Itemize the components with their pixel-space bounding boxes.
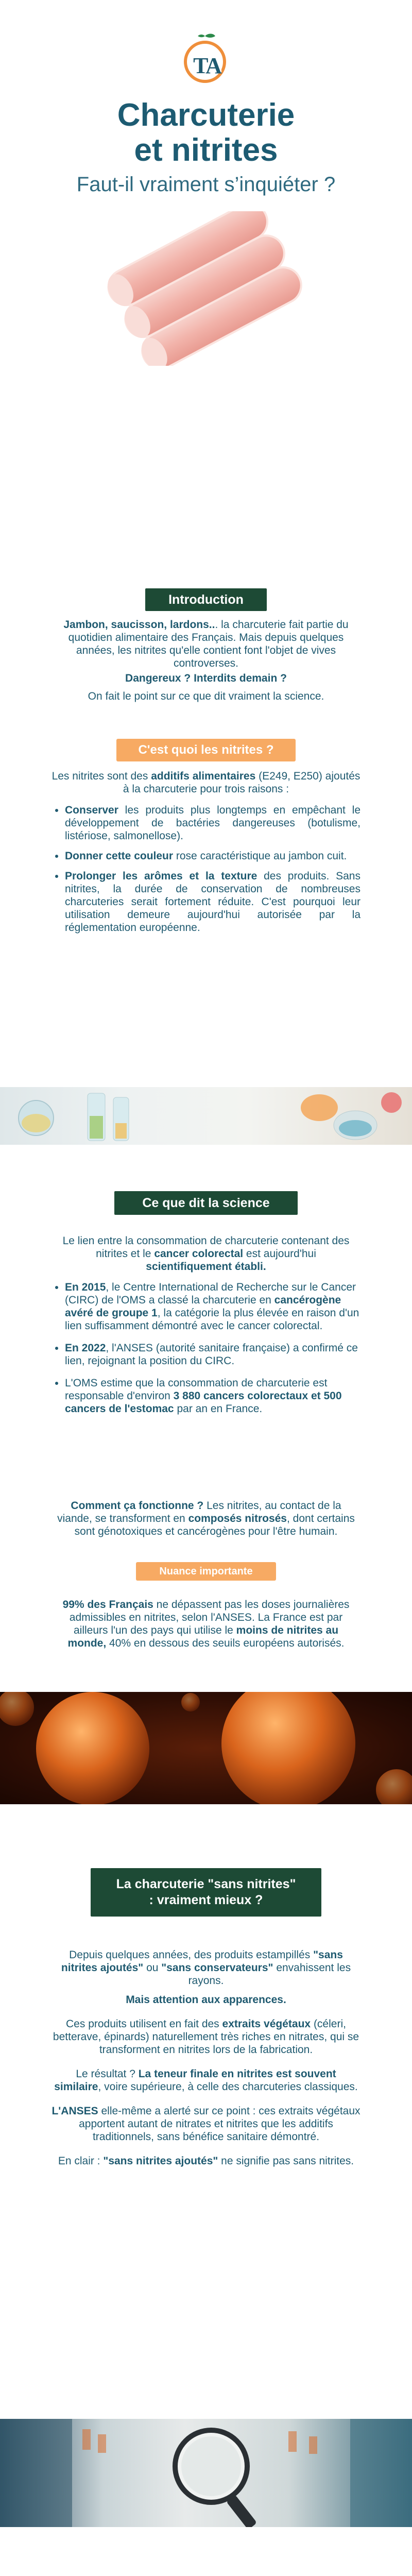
sn-paragraph-2: Mais attention aux apparences. (126, 1994, 286, 2006)
sn-text: envahissent les rayons. (188, 1962, 351, 1987)
nuance-c: 40% en dessous des seuils européens autorisés. (106, 1637, 345, 1649)
sn-paragraph-1 (52, 1948, 360, 1987)
list-item (65, 1377, 360, 1415)
item-text: rose caractéristique au jambon cuit. (173, 850, 347, 862)
intro-heading: Introduction (145, 588, 267, 611)
sn-text: Le résultat ? (76, 2068, 139, 2080)
sn-paragraph-6 (52, 2155, 360, 2167)
science-mechanism (57, 1499, 355, 1538)
sn-text: elle-même a alerté sur ce point : ces extraits végétaux apportent autant de nitrates et nitrites que les additifs traditionnels, sans bénéfice sanitaire démontré. (79, 2105, 360, 2143)
lab-photo (0, 1087, 412, 1145)
item-bold: En 2022 (65, 1342, 106, 1354)
sn-text: En clair : (58, 2155, 104, 2167)
sn-bold: extraits végétaux (222, 2018, 311, 2030)
sn-bold: "sans nitrites ajoutés" (61, 1949, 343, 1974)
list-item (65, 804, 360, 842)
item-bold: cancérogène avéré de groupe 1 (65, 1294, 341, 1319)
item-text: les produits plus longtemps en empêchant le développement de bactéries dangereuses (botulisme, listériose, salmonellose). (65, 804, 360, 842)
ham-illustration (98, 211, 314, 366)
sans-nitrites-heading (91, 1868, 321, 1917)
intro-bold: Jambon, saucisson, lardons.. (63, 619, 215, 631)
nuance-badge: Nuance importante (136, 1562, 276, 1581)
sn-text: Ces produits utilisent en fait des (66, 2018, 222, 2030)
magnifier-photo (0, 2419, 412, 2527)
item-text: L'OMS estime que la consommation de charcuterie est responsable d'environ (65, 1377, 328, 1402)
logo (179, 32, 233, 86)
sn-text: ou (143, 1962, 162, 1974)
title-line-2: et nitrites (134, 132, 278, 168)
nitrites-intro-a: Les nitrites sont des (52, 770, 151, 782)
science-heading: Ce que dit la science (114, 1191, 298, 1215)
intro-question: Dangereux ? Interdits demain ? (125, 672, 287, 684)
sn-text: Depuis quelques années, des produits estampillés (69, 1949, 314, 1961)
heading-line-1: La charcuterie "sans nitrites" (116, 1877, 296, 1891)
science-intro-b: cancer colorectal (154, 1248, 244, 1260)
sn-paragraph-4 (52, 2067, 360, 2093)
mechanism-text (57, 1499, 355, 1538)
mechanism-c: , dont certains sont génotoxiques et cancérogènes pour l'être humain. (74, 1513, 355, 1537)
item-text: , l'ANSES (autorité sanitaire française) a confirmé ce lien, rejoignant la position du CIRC. (65, 1342, 358, 1367)
science-intro-a: Le lien entre la consommation de charcuterie contenant des nitrites et le (62, 1235, 350, 1260)
sn-text: , voire supérieure, à celle des charcuteries classiques. (98, 2081, 358, 2093)
nitrites-heading: C'est quoi les nitrites ? (116, 739, 296, 761)
cells-photo (0, 1692, 412, 1804)
intro-text: . la charcuterie fait partie du quotidien alimentaire des Français. Mais depuis quelques années, les nitrites qu'elle contient font l'objet de vives controverses. (68, 619, 349, 669)
science-list (52, 1281, 360, 1422)
page-title (0, 98, 412, 168)
sn-text: (céleri, betterave, épinards) naturellement très riches en nitrates, qui se transforment en nitrites lors de la fabrication. (53, 2018, 359, 2056)
intro-section (52, 618, 360, 703)
science-intro (57, 1234, 355, 1273)
list-item (65, 1281, 360, 1332)
nitrites-intro-c: (E249, E250) ajoutés à la charcuterie pour trois raisons : (123, 770, 360, 795)
mechanism-b: composés nitrosés (188, 1513, 287, 1524)
item-bold: 3 880 cancers colorectaux et 500 cancers de l'estomac (65, 1390, 342, 1415)
sn-bold: "sans nitrites ajoutés" (103, 2155, 218, 2167)
science-intro-c: est aujourd'hui (243, 1248, 316, 1260)
mechanism-a: Les nitrites, au contact de la viande, se transforment en (57, 1500, 341, 1524)
sn-paragraph-5 (52, 2105, 360, 2143)
magnifying-glass-icon (0, 2419, 412, 2527)
nuance-bold: 99% des Français (62, 1599, 153, 1611)
sans-nitrites-section (52, 1948, 360, 2167)
nuance-a: ne dépassent pas les doses journalières admissibles en nitrites, selon l'ANSES. La France est par ailleurs l'un des pays qui utilise le (69, 1599, 350, 1636)
nitrites-intro-b: additifs alimentaires (151, 770, 256, 782)
list-item (65, 870, 360, 934)
item-text: des produits. Sans nitrites, la durée de conservation de nombreuses charcuteries serait fortement réduite. C'est pourquoi leur utilisation demeure aujourd'hui autorisée par la réglementation européenne. (65, 870, 360, 934)
list-item (65, 1342, 360, 1367)
sn-bold: "sans conservateurs" (161, 1962, 273, 1974)
sn-text: ne signifie pas sans nitrites. (218, 2155, 354, 2167)
logo-letters: TA (193, 53, 221, 78)
item-text: , le Centre International de Recherche sur le Cancer (CIRC) de l'OMS a classé la charcuterie en (65, 1281, 356, 1306)
title-line-1: Charcuterie (117, 97, 295, 133)
item-bold: En 2015 (65, 1281, 106, 1293)
mechanism-bold: Comment ça fonctionne ? (71, 1500, 204, 1512)
item-text: par an en France. (174, 1403, 263, 1415)
nitrites-intro-text (52, 770, 360, 795)
item-bold: Donner cette couleur (65, 850, 174, 862)
list-item (65, 850, 360, 862)
nuance-b: moins de nitrites au monde, (67, 1624, 339, 1649)
page-subtitle: Faut-il vraiment s’inquiéter ? (76, 173, 336, 196)
science-nuance (57, 1598, 355, 1650)
intro-closing: On fait le point sur ce que dit vraiment la science. (88, 690, 324, 702)
lab-glassware-icon (0, 1087, 412, 1145)
nuance-text (57, 1598, 355, 1650)
science-intro-text (57, 1234, 355, 1273)
nitrites-list (52, 804, 360, 941)
sn-bold: L'ANSES (52, 2105, 98, 2117)
item-text: , la catégorie la plus élevée en raison d'un lien suffisamment démontré avec le cancer colorectal. (65, 1307, 359, 1332)
nitrites-intro (52, 770, 360, 795)
cancer-cells-icon (0, 1692, 412, 1804)
sn-paragraph-3 (52, 2018, 360, 2056)
science-intro-d: scientifiquement établi. (146, 1261, 266, 1273)
sn-bold: La teneur finale en nitrites est souvent similaire (54, 2068, 336, 2093)
intro-paragraph (52, 618, 360, 670)
item-bold: Conserver (65, 804, 118, 816)
item-bold: Prolonger les arômes et la texture (65, 870, 258, 882)
heading-line-2: : vraiment mieux ? (149, 1893, 263, 1907)
ham-slices-icon (98, 211, 314, 366)
